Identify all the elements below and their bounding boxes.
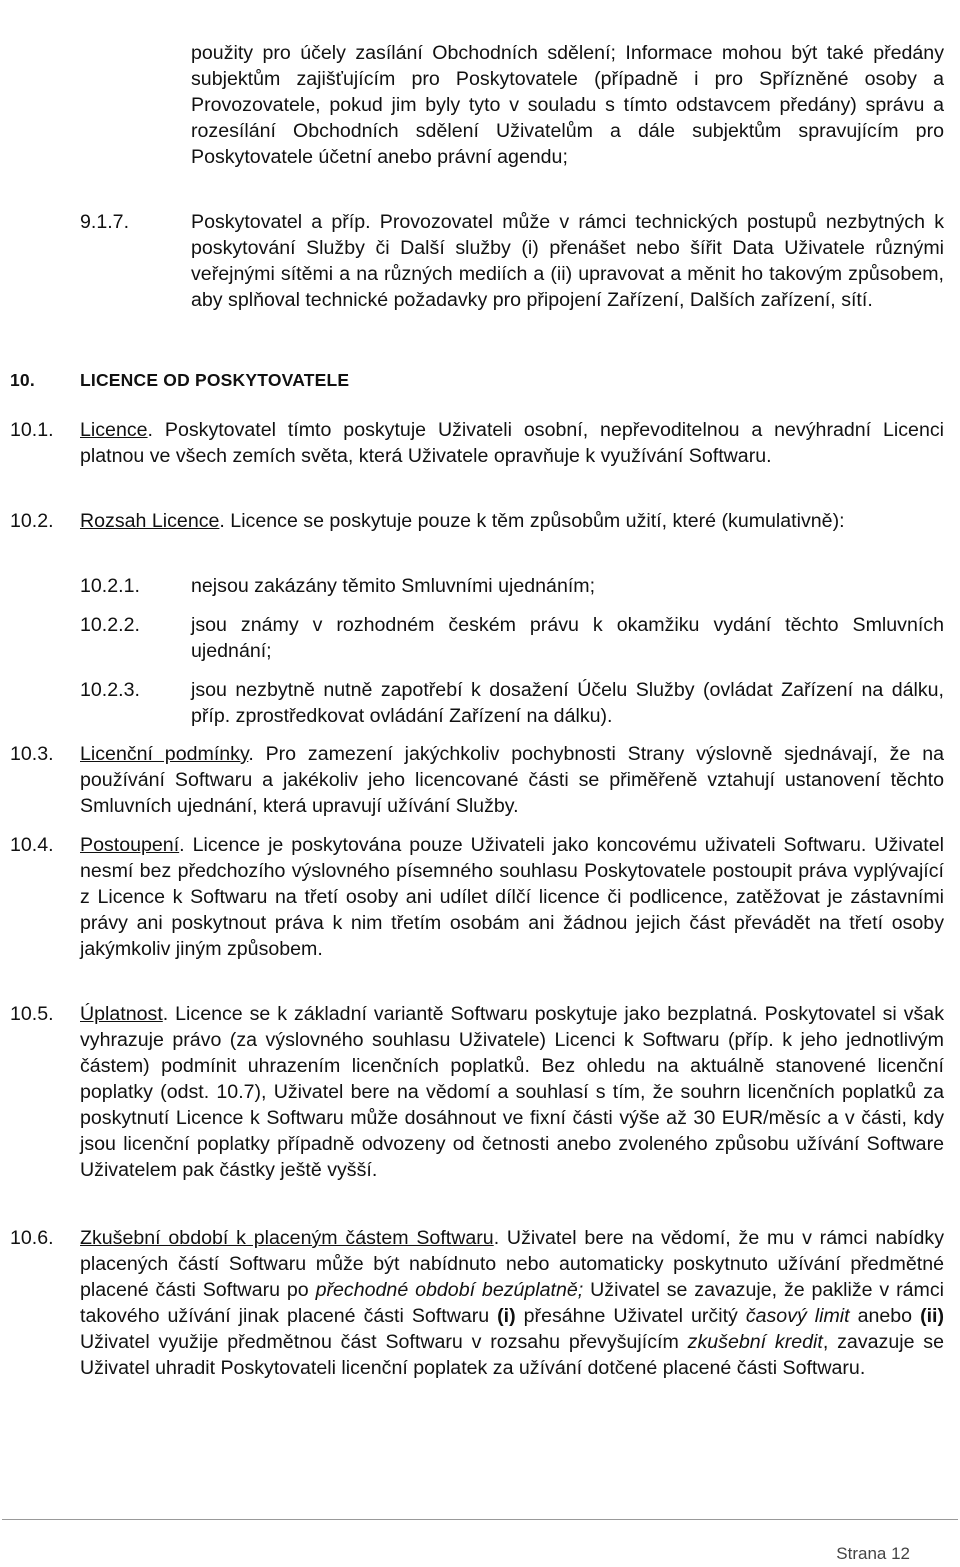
clause-title: Licence: [80, 419, 148, 441]
subclause-number: 10.2.3.: [80, 679, 140, 701]
clause-number: 10.1.: [10, 419, 54, 441]
clause-body: přesáhne Uživatel určitý: [515, 1305, 746, 1327]
clause-number: 10.5.: [10, 1003, 54, 1025]
clause-title: Postoupení: [80, 834, 180, 856]
clause-title: Zkušební období k placeným částem Softwaru: [80, 1227, 494, 1249]
subclause-text: nejsou zakázány těmito Smluvními ujednáním;: [191, 575, 596, 597]
bold-marker: (i): [497, 1305, 516, 1327]
footer-divider: [2, 1519, 958, 1520]
clause-body: . Pro zamezení jakýchkoliv pochybnosti Strany výslovně sjednávají, že na používání Softwaru a jakékoliv jeho licencované části se přiměřeně vztahují ustanovení těchto Smluvních ujednání, která upravují užívání Služby.: [80, 743, 944, 817]
page-number: Strana 12: [836, 1544, 910, 1563]
subclause-text: jsou známy v rozhodném českém právu k okamžiku vydání těchto Smluvních ujednání;: [191, 614, 944, 662]
italic-term: přechodné období bezúplatně;: [315, 1279, 584, 1301]
clause-body: . Uživatel bere na vědomí, že mu v rámci nabídky placených částí Softwaru může být nabídnuto nebo automaticky poskytnuto užívání předmětné placené části Softwaru po: [80, 1227, 944, 1301]
clause-body: . Poskytovatel tímto poskytuje Uživateli osobní, nepřevoditelnou a nevýhradní Licenci platnou ve všech zemích světa, která Uživatele opravňuje k využívání Softwaru.: [80, 419, 944, 467]
section-title: LICENCE OD POSKYTOVATELE: [80, 370, 350, 390]
clause-text: [80, 417, 944, 469]
italic-term: zkušební kredit: [687, 1331, 823, 1353]
clause-number: 9.1.7.: [80, 211, 130, 233]
clause-title: Úplatnost: [80, 1003, 163, 1025]
continuation-paragraph: použity pro účely zasílání Obchodních sdělení; Informace mohou být také předány subjektům zajišťujícím pro Poskytovatele (případně i pro Spřízněné osoby a Provozovatele, pokud jim byly tyto v souladu s tímto odstavcem předány) správu a rozesílání Obchodních sdělení Uživatelům a dále subjektům spravujícím pro Poskytovatele účetní anebo právní agendu;: [191, 42, 944, 168]
clause-body: , zavazuje se Uživatel uhradit Poskytovateli licenční poplatek za užívání dotčené placené části Softwaru.: [80, 1331, 945, 1379]
clause-body: Uživatel se zavazuje, že pakliže v rámci takového užívání jinak placené části Softwaru: [80, 1279, 945, 1327]
section-number: 10.: [10, 370, 35, 390]
clause-number: 10.3.: [10, 743, 54, 765]
subclause-text: jsou nezbytně nutně zapotřebí k dosažení Účelu Služby (ovládat Zařízení na dálku, příp. zprostředkovat ovládání Zařízení na dálku).: [191, 679, 944, 727]
italic-term: časový limit: [745, 1305, 850, 1327]
clause-text: [80, 1225, 944, 1381]
clause-text: [80, 832, 944, 962]
clause-title: Rozsah Licence: [80, 510, 220, 532]
clause-text: [80, 1001, 944, 1183]
clause-body: anebo: [849, 1305, 921, 1327]
clause-body: . Licence se poskytuje pouze k těm způsobům užití, které (kumulativně):: [219, 510, 845, 532]
clause-body: . Licence se k základní variantě Softwaru poskytuje jako bezplatná. Poskytovatel si však vyhrazuje právo (za výslovného souhlasu Uživatele) Licenci k Softwaru (příp. k jeho jednotlivým částem) podmínit uhrazením licenčních poplatků. Bez ohledu na aktuálně stanovené licenční poplatky (odst. 10.7), Uživatel bere na vědomí a souhlasí s tím, že souhrn licenčních poplatků za poskytnutí Licence k Softwaru může dosáhnout ve fixní části výše až 30 EUR/měsíc a v části, kdy jsou licenční poplatky případně odvozeny od četnosti anebo zvoleného způsobu užívání Software Uživatelem pak částky ještě vyšší.: [80, 1003, 944, 1181]
clause-text: [80, 508, 944, 534]
clause-number: 10.4.: [10, 834, 54, 856]
clause-text: [80, 741, 944, 819]
clause-title: Licenční podmínky: [80, 743, 249, 765]
bold-marker: (ii): [920, 1305, 945, 1327]
clause-text: Poskytovatel a příp. Provozovatel může v rámci technických postupů nezbytných k poskytování Služby či Další služby (i) přenášet nebo šířit Data Uživatele různými veřejnými sítěmi a na různých mediích a (ii) upravovat a měnit ho takovým způsobem, aby splňoval technické požadavky pro připojení Zařízení, Dalších zařízení, sítí.: [191, 211, 944, 311]
clause-number: 10.6.: [10, 1227, 54, 1249]
clause-body: Uživatel využije předmětnou část Softwaru v rozsahu převyšujícím: [80, 1331, 688, 1353]
clause-number: 10.2.: [10, 510, 54, 532]
subclause-number: 10.2.2.: [80, 614, 140, 636]
subclause-number: 10.2.1.: [80, 575, 140, 597]
clause-body: . Licence je poskytována pouze Uživateli jako koncovému uživateli Softwaru. Uživatel nesmí bez předchozího výslovného písemného souhlasu Poskytovatele postoupit práva vyplývající z Licence k Softwaru na třetí osoby ani udílet dílčí licence či podlicence, zatěžovat je zástavními právy ani poskytnout práva k nim třetím osobám ani žádnou jejich část převádět na třetí osoby jakýmkoliv jiným způsobem.: [80, 834, 944, 960]
